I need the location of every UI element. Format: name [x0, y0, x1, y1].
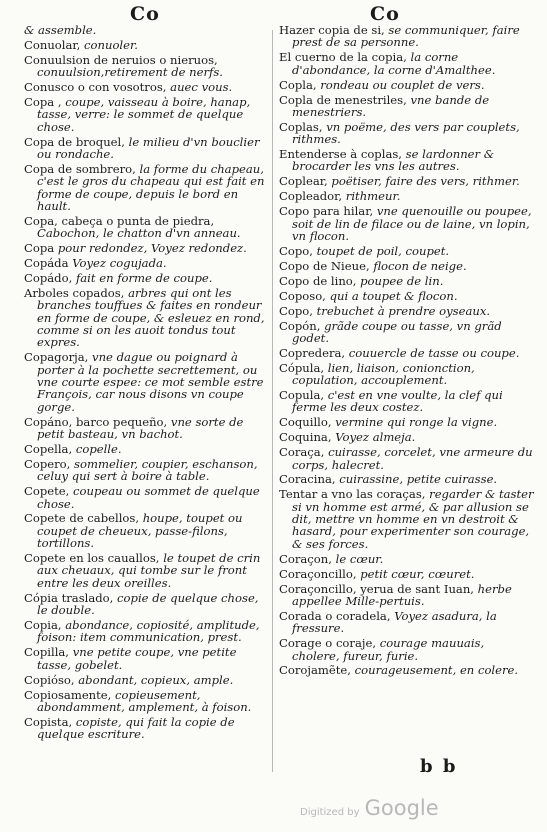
entry-translation: conuulsion,retirement de nerfs. [37, 65, 223, 80]
entry-translation: rondeau ou couplet de vers. [320, 77, 485, 92]
dictionary-entry [279, 24, 535, 49]
entry-headword: Copo, [279, 243, 317, 258]
running-head-right: Co [370, 3, 400, 25]
dictionary-entry [279, 553, 535, 565]
entry-headword: Copa [24, 241, 58, 256]
entry-translation: courageusement, en colere. [354, 663, 519, 678]
entry-translation: abondant, copieux, ample. [78, 672, 234, 687]
dictionary-entry [279, 610, 535, 635]
dictionary-entry [279, 488, 535, 550]
entry-headword: Copia, [24, 618, 66, 632]
dictionary-entry [24, 619, 269, 644]
entry-headword: Tentar a vno las coraças, [279, 487, 430, 502]
entry-translation: le cœur. [335, 551, 384, 566]
entry-translation: vne sorte de petit basteau, vn bachot. [37, 414, 244, 442]
entry-translation: petit cœur, cœuret. [360, 566, 475, 581]
entry-translation: coupeau ou sommet de quelque chose. [37, 484, 260, 511]
entry-translation: cuirasse, corcelet, vne armeure du corps, halecret. [292, 445, 533, 472]
dictionary-entry [279, 583, 535, 608]
watermark-prefix: Digitized by [300, 807, 360, 818]
dictionary-entry [24, 443, 269, 455]
entry-headword: Copla de menestriles, [279, 92, 411, 107]
entry-translation: houpe, toupet ou coupet de cheueux, passe-filons, tortillons. [37, 511, 243, 551]
entry-translation: couuercle de tasse ou coupe. [348, 345, 520, 360]
dictionary-entry [24, 136, 269, 161]
entry-headword: Coplas, [279, 119, 327, 134]
entry-headword: Coquillo, [279, 415, 336, 430]
entry-translation: Cabochon, le chatton d'vn anneau. [37, 226, 241, 241]
entry-translation: herbe appellee Mille-pertuis. [292, 581, 512, 608]
entry-translation: regarder & taster si vn homme est armé, & par allusion se dit, mettre vn homme en vn destroit & hasard, pour experimenter son courage, & ses forces. [292, 487, 534, 551]
entry-headword: Conuolar, [24, 37, 85, 52]
entry-translation: vermine qui ronge la vigne. [335, 415, 498, 430]
entry-headword: Copo de Nieue, [279, 258, 374, 273]
dictionary-entry [24, 485, 269, 510]
dictionary-entry [24, 287, 269, 349]
signature-mark: b b [420, 756, 458, 777]
entry-headword: Coraçoncillo, yerua de sant Iuan, [279, 581, 478, 596]
dictionary-entry [24, 592, 269, 617]
dictionary-entry [279, 121, 535, 146]
entry-headword: Copete, [24, 484, 74, 499]
entry-headword: Corage o coraje, [279, 636, 380, 651]
entry-translation: lien, liaison, conionction, copulation, accouplement. [292, 360, 475, 388]
dictionary-entry [24, 674, 269, 686]
entry-headword: Copete de cabellos, [24, 511, 143, 526]
entry-translation: c'est en vne voulte, la clef qui ferme les deux costez. [292, 388, 503, 415]
entry-translation: le toupet de crin aux cheuaux, qui tombe sur le front entre les deux oreilles. [37, 551, 261, 590]
dictionary-entry [279, 94, 535, 119]
entry-headword: Entenderse à coplas, [279, 147, 406, 162]
entry-translation: poëtiser, faire des vers, rithmer. [331, 174, 520, 189]
running-head-left: Co [130, 3, 160, 25]
entry-headword: Copo de lino, [279, 273, 361, 288]
entry-translation: se lardonner & brocarder les vns les autres. [292, 147, 495, 174]
entry-headword: Copa de sombrero, [24, 162, 140, 176]
dictionary-entry [279, 290, 535, 302]
entry-translation: & assemble. [24, 23, 97, 37]
entry-translation: sommelier, coupier, eschanson, celuy qui sert à boire à table. [37, 456, 258, 484]
dictionary-entry [24, 272, 269, 284]
dictionary-entry [279, 568, 535, 580]
entry-translation: arbres qui ont les branches touffues & faites en rondeur en forme de coupe, & esleuez en rond, comme si on les auoit tondus tout expres. [37, 286, 265, 350]
entry-headword: Copete en los cauallos, [24, 551, 164, 566]
entry-headword: Copa de broquel, [24, 134, 129, 149]
entry-translation: Voyez asadura, la fressure. [292, 608, 497, 636]
entry-translation: se communiquer, faire prest de sa personne. [292, 23, 520, 50]
dictionary-entry [279, 79, 535, 91]
entry-headword: Cópula, [279, 360, 328, 375]
dictionary-entry [279, 175, 535, 187]
entry-headword: Copa, cabeça o punta de piedra, [24, 213, 215, 228]
entry-headword: Copón, [279, 318, 325, 333]
entry-headword: Coposo, [279, 288, 330, 303]
entry-translation: Voyez cogujada. [72, 256, 167, 271]
dictionary-entry [279, 473, 535, 485]
entry-headword: Copióso, [24, 672, 79, 687]
dictionary-entry [24, 242, 269, 254]
dictionary-entry [279, 320, 535, 345]
entry-translation: auec vous. [170, 80, 233, 95]
dictionary-entry [279, 51, 535, 76]
dictionary-entry [24, 81, 269, 93]
entry-translation: grãde coupe ou tasse, vn grãd godet. [292, 318, 502, 345]
entry-translation: vne bande de menestriers. [292, 92, 490, 119]
dictionary-entry [279, 362, 535, 387]
entry-headword: Cópia traslado, [24, 590, 118, 605]
dictionary-entry [24, 54, 269, 79]
dictionary-entry [279, 148, 535, 173]
entry-headword: Coraça, [279, 445, 329, 460]
entry-headword: Copula, [279, 388, 328, 403]
entry-headword: Copagorja, [24, 350, 93, 365]
entry-headword: Corada o coradela, [279, 608, 395, 623]
right-column [279, 24, 535, 679]
dictionary-entry [279, 446, 535, 471]
dictionary-entry [279, 431, 535, 443]
dictionary-entry [24, 96, 269, 133]
entry-headword: Copo para hilar, [279, 204, 377, 219]
entry-translation: vne quenouille ou poupee, soit de lin de filace ou de laine, vn lopin, vn flocon. [292, 204, 532, 243]
entry-headword: El cuerno de la copia, [279, 50, 411, 65]
entry-headword: Hazer copia de si, [279, 23, 389, 37]
entry-headword: Copella, [24, 441, 76, 456]
dictionary-entry [279, 305, 535, 317]
entry-headword: Coquina, [279, 430, 336, 445]
entry-translation: le milieu d'vn bouclier ou rondache. [37, 134, 260, 162]
entry-headword: Copádo, [24, 271, 76, 286]
dictionary-entry [279, 260, 535, 272]
dictionary-entry [24, 39, 269, 51]
dictionary-entry [279, 205, 535, 242]
entry-headword: Copilla, [24, 645, 73, 660]
dictionary-entry [24, 416, 269, 441]
dictionary-entry [279, 664, 535, 676]
entry-translation: copieusement, abondamment, amplement, à foison. [37, 687, 252, 714]
entry-translation: cuirassine, petite cuirasse. [339, 472, 498, 487]
entry-headword: Coplear, [279, 174, 332, 189]
dictionary-entry [279, 637, 535, 662]
entry-translation: fait en forme de coupe. [75, 271, 213, 286]
entry-headword: Copa , [24, 95, 66, 110]
entry-headword: Arboles copados, [24, 286, 129, 301]
entry-translation: copie de quelque chose, le double. [37, 590, 259, 618]
entry-translation: flocon de neige. [373, 258, 467, 273]
entry-headword: Copla, [279, 77, 321, 92]
digitization-watermark [300, 796, 439, 820]
entry-headword: Copáda [24, 256, 73, 271]
entry-headword: Coraçon, [279, 551, 336, 566]
entry-headword: Copáno, barco pequeño, [24, 414, 171, 429]
entry-translation: conuoler. [84, 37, 138, 52]
entry-translation: la forme du chapeau, c'est le gros du chapeau qui est fait en forme de coupe, depuis le bord en hault. [37, 162, 265, 214]
dictionary-entry [279, 275, 535, 287]
entry-translation: vne petite coupe, vne petite tasse, gobelet. [37, 645, 237, 672]
entry-headword: Conuulsion de neruios o nieruos, [24, 52, 218, 67]
entry-translation: pour redondez, Voyez redondez. [57, 241, 247, 256]
dictionary-entry [24, 646, 269, 671]
dictionary-entry [24, 716, 269, 741]
dictionary-entry [24, 512, 269, 549]
entry-translation: vn poëme, des vers par couplets, rithmes. [292, 119, 520, 147]
dictionary-entry [24, 215, 269, 240]
left-column [24, 24, 269, 743]
entry-translation: trebuchet à prendre oyseaux. [316, 303, 491, 318]
entry-translation: la corne d'abondance, la corne d'Amalthee. [292, 50, 496, 77]
entry-headword: Copero, [24, 456, 75, 471]
entry-headword: Corojamẽte, [279, 663, 355, 678]
entry-headword: Copiosamente, [24, 687, 116, 702]
dictionary-entry [279, 245, 535, 257]
entry-headword: Copo, [279, 303, 317, 318]
dictionary-entry [24, 351, 269, 413]
entry-translation: courage mauuais, cholere, fureur, furie. [292, 636, 485, 663]
entry-translation: qui a toupet & flocon. [329, 288, 458, 303]
entry-translation: copelle. [75, 441, 122, 456]
dictionary-entry [24, 552, 269, 589]
dictionary-entry [279, 190, 535, 202]
dictionary-entry [24, 689, 269, 714]
watermark-brand: Google [364, 796, 439, 820]
entry-headword: Coraçoncillo, [279, 566, 361, 581]
entry-translation: copiste, qui fait la copie de quelque escriture. [37, 714, 235, 742]
entry-headword: Copredera, [279, 345, 349, 360]
entry-headword: Coracina, [279, 472, 340, 487]
entry-headword: Conusco o con vosotros, [24, 80, 171, 95]
entry-translation: toupet de poil, coupet. [316, 243, 450, 258]
entry-headword: Copista, [24, 714, 76, 729]
dictionary-entry [24, 163, 269, 212]
dictionary-entry [279, 416, 535, 428]
entry-translation: Voyez almeja. [335, 430, 416, 445]
entry-headword: Copleador, [279, 189, 346, 204]
entry-translation: abondance, copiosité, amplitude, foison: item communication, prest. [37, 618, 260, 645]
entry-translation: poupee de lin. [360, 273, 444, 288]
dictionary-entry [24, 458, 269, 483]
dictionary-entry [24, 257, 269, 269]
entry-translation: rithmeur. [345, 189, 401, 204]
column-divider [272, 30, 273, 772]
dictionary-entry [24, 24, 269, 36]
dictionary-entry [279, 347, 535, 359]
entry-translation: vne dague ou poignard à porter à la pochette secrettement, ou vne courte espee: ce mot semble estre François, car nous disons vn coupe gorge. [37, 350, 264, 414]
entry-translation: coupe, vaisseau à boire, hanap, tasse, verre: le sommet de quelque chose. [37, 95, 251, 134]
dictionary-entry [279, 389, 535, 414]
